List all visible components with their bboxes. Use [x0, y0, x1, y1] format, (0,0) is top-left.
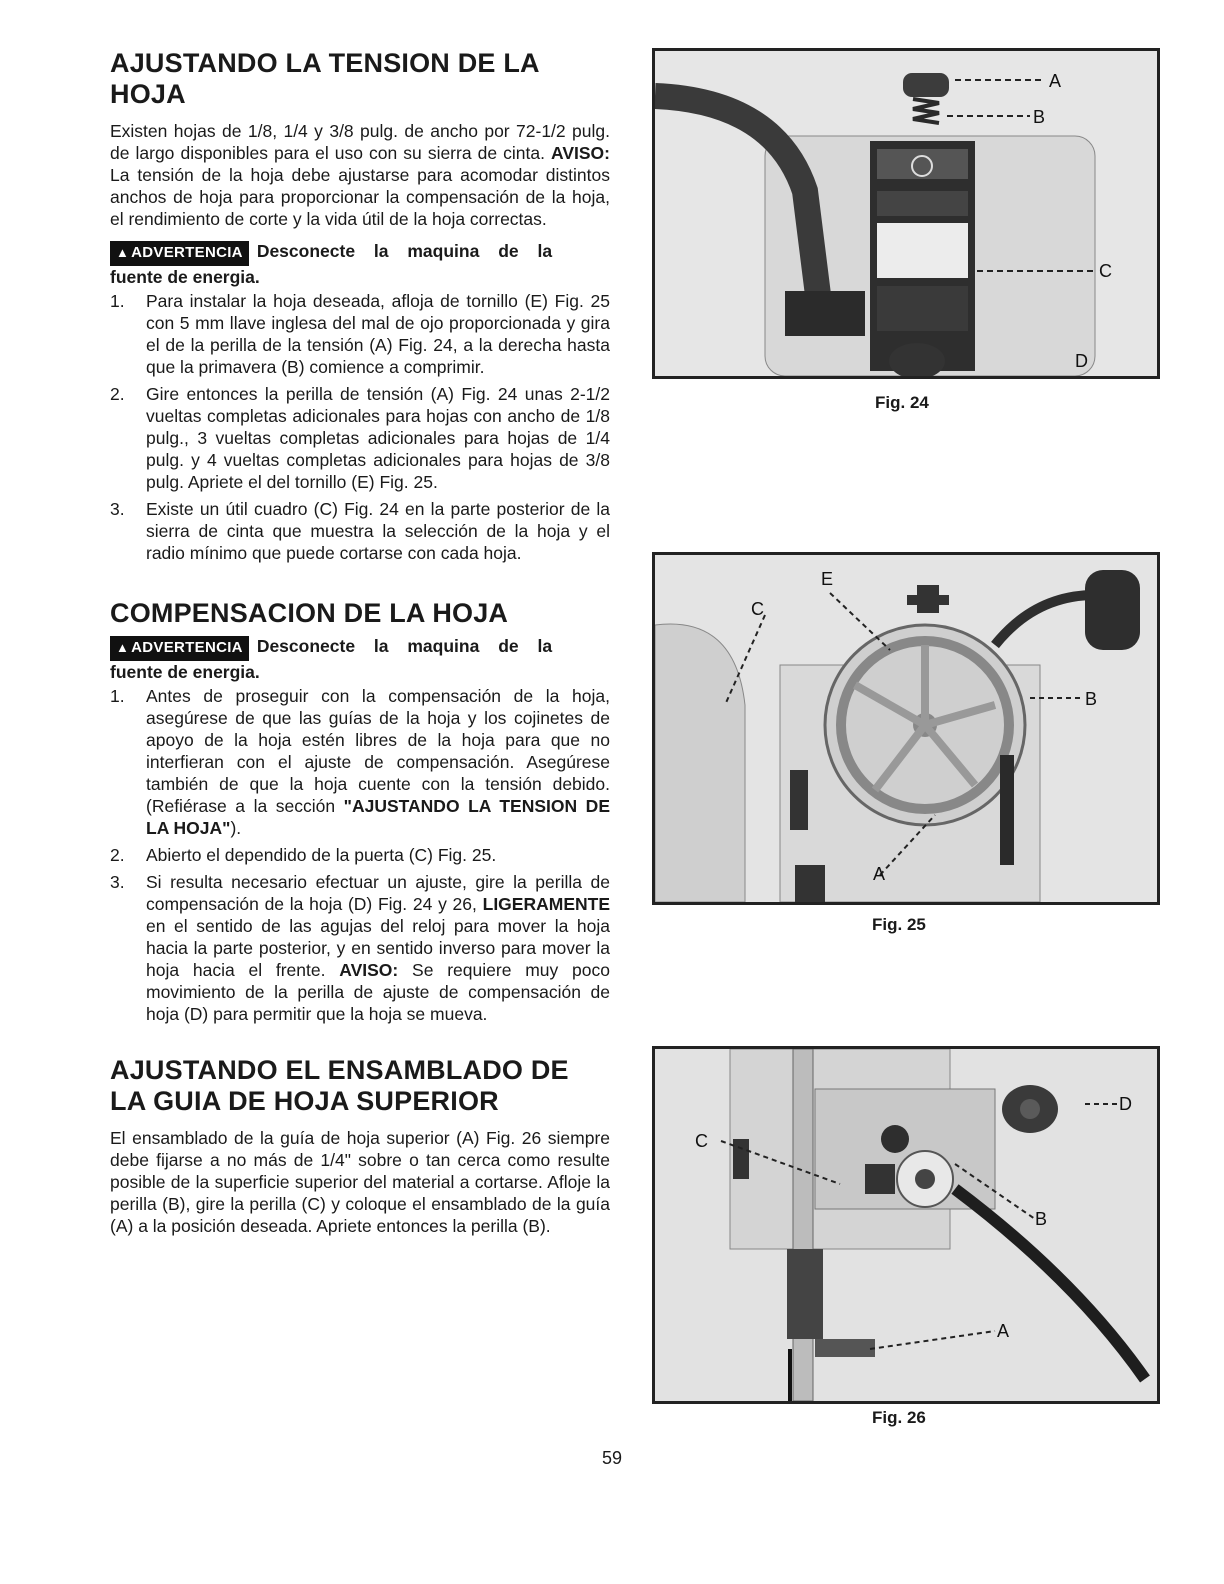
title-line: AJUSTANDO EL ENSAMBLADO DE	[110, 1055, 569, 1085]
aviso-label: AVISO:	[339, 960, 399, 980]
label-a: A	[873, 864, 886, 884]
warning-text-2: fuente de energia.	[110, 267, 260, 287]
label-c: C	[695, 1131, 708, 1151]
warning-text: Desconecte la maquina de la	[256, 636, 553, 656]
tension-steps	[110, 290, 610, 564]
list-item	[110, 844, 610, 866]
warning-text-2: fuente de energia.	[110, 662, 260, 682]
warning-notice	[110, 240, 610, 288]
label-e: E	[821, 569, 834, 589]
figure-24	[652, 48, 1160, 379]
page-number: 59	[601, 1448, 623, 1468]
label-d: D	[1075, 351, 1088, 371]
section-title-tension	[110, 48, 610, 110]
guia-paragraph: El ensamblado de la guía de hoja superior (A) Fig. 26 siempre debe fijarse a no más de 1/4" sobre o tan cerca como resulte posible de la superficie superior del material a cortarse. Afloje la perilla (B), gire la perilla (C) y coloque el ensamblado de la guía (A) a la posición deseada. Apriete entonces la perilla (B).	[110, 1128, 610, 1236]
intro-text: Existen hojas de 1/8, 1/4 y 3/8 pulg. de ancho por 72-1/2 pulg. de largo disponibles para el uso con su sierra de cinta.	[110, 121, 610, 163]
figure-26	[652, 1046, 1160, 1404]
aviso-text: La tensión de la hoja debe ajustarse para acomodar distintos anchos de hoja para proporcionar la compensación de la hoja, el rendimiento de corte y la vida útil de la hoja correctas.	[110, 165, 610, 229]
step-number: 3.	[110, 872, 125, 892]
step-text: Existe un útil cuadro (C) Fig. 24 en la parte posterior de la sierra de cinta que muestra la selección de la hoja y el radio mínimo que puede cortarse con cada hoja.	[146, 499, 610, 563]
warning-badge-label: ADVERTENCIA	[131, 244, 243, 261]
figure-25-caption: Fig. 25	[872, 915, 926, 934]
warning-triangle-icon: ▲	[116, 245, 130, 260]
list-item	[110, 498, 610, 564]
emphasis-text: LIGERAMENTE	[482, 894, 610, 914]
title-line: LA GUIA DE HOJA SUPERIOR	[110, 1086, 499, 1116]
aviso-label: AVISO:	[551, 143, 610, 163]
step-text: Gire entonces la perilla de tensión (A) Fig. 24 unas 2-1/2 vueltas completas adicionales para hojas con ancho de 1/8 pulg., 3 vueltas completas adicionales para hojas de 1/4 pulg. y 4 vueltas completas adicionales para hojas de 3/8 pulg. Apriete el del tornillo (E) Fig. 25.	[146, 384, 610, 492]
figure-25	[652, 552, 1160, 905]
aviso-text: Se requiere muy poco movimiento de la perilla de ajuste de compensación de hoja (D) para permitir que la hoja se mueva.	[146, 960, 610, 1024]
figure-25-illustration	[655, 555, 1157, 902]
list-item	[110, 383, 610, 493]
step-number: 2.	[110, 845, 125, 865]
step-number: 3.	[110, 499, 125, 519]
figure-24-caption: Fig. 24	[875, 393, 929, 412]
warning-notice	[110, 635, 610, 683]
step-text: en el sentido de las agujas del reloj para mover la hoja hacia la parte posterior, y en sentido inverso para mover la hoja hacia el frente.	[146, 916, 610, 980]
list-item	[110, 685, 610, 839]
list-item	[110, 290, 610, 378]
figure-26-illustration	[655, 1049, 1157, 1401]
title-line: COMPENSACION DE LA HOJA	[110, 598, 509, 628]
step-text: Si resulta necesario efectuar un ajuste, gire la perilla de compensación de la hoja (D) Fig. 24 y 26,	[146, 872, 610, 914]
step-text: Abierto el dependido de la puerta (C) Fig. 25.	[146, 845, 497, 865]
text-column	[110, 48, 610, 1237]
label-b: B	[1033, 107, 1046, 127]
warning-text: Desconecte la maquina de la	[256, 241, 553, 261]
warning-badge-label: ADVERTENCIA	[131, 639, 243, 656]
step-number: 1.	[110, 291, 125, 311]
label-a: A	[1049, 71, 1062, 91]
tension-intro	[110, 120, 610, 230]
warning-triangle-icon: ▲	[116, 640, 130, 655]
step-text: Para instalar la hoja deseada, afloja de tornillo (E) Fig. 25 con 5 mm llave inglesa del mal de ojo proporcionada y gira el de la perilla de la tensión (A) Fig. 24, a la derecha hasta que la primavera (B) comience a comprimir.	[146, 291, 610, 377]
title-line: HOJA	[110, 79, 186, 109]
step-text: Antes de proseguir con la compensación de la hoja, asegúrese de que las guías de la hoja y los cojinetes de apoyo de la hoja estén libres de la hoja para que no interfieran con el ajuste de compensación. Asegúrese también de que la hoja cuente con la tensión debido. (Refiérase a la sección	[146, 686, 610, 816]
warning-badge	[110, 636, 249, 661]
figure-24-illustration	[655, 51, 1157, 376]
step-number: 2.	[110, 384, 125, 404]
title-line: AJUSTANDO LA TENSION DE LA	[110, 48, 540, 78]
section-reference: "AJUSTANDO LA TENSION DE LA HOJA"	[146, 796, 610, 838]
step-number: 1.	[110, 686, 125, 706]
section-title-compensacion	[110, 598, 610, 629]
label-b: B	[1035, 1209, 1048, 1229]
compensacion-steps	[110, 685, 610, 1025]
warning-badge	[110, 241, 249, 266]
label-d: D	[1119, 1094, 1132, 1114]
label-c: C	[751, 599, 764, 619]
list-item	[110, 871, 610, 1025]
figure-26-caption: Fig. 26	[872, 1408, 926, 1427]
step-text-end: ).	[230, 818, 242, 838]
label-c: C	[1099, 261, 1112, 281]
label-a: A	[997, 1321, 1010, 1341]
section-title-guia	[110, 1055, 610, 1117]
label-b: B	[1085, 689, 1098, 709]
